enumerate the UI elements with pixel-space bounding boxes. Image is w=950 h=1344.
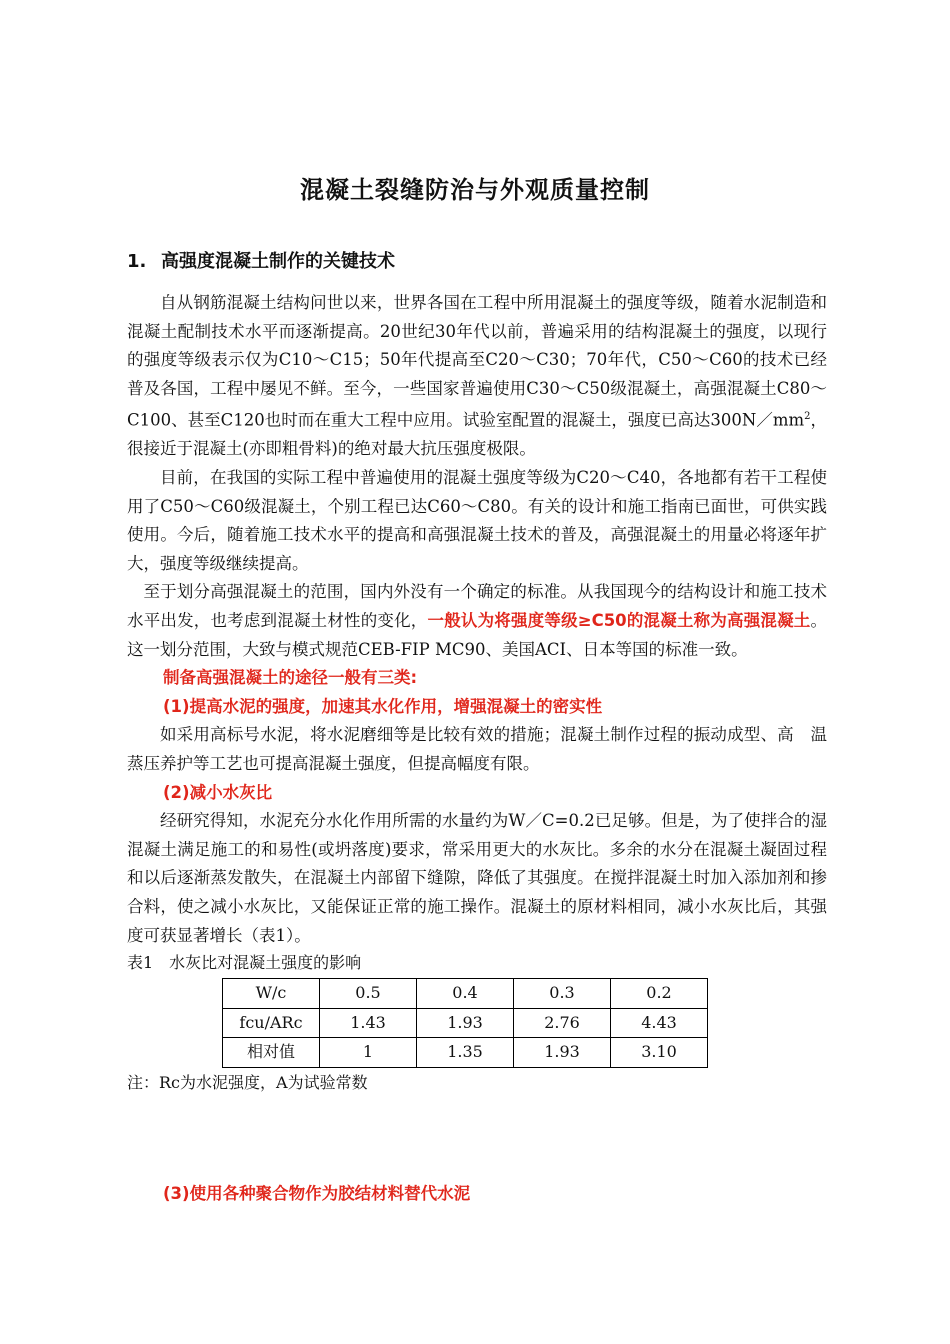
page-title: 混凝土裂缝防治与外观质量控制 bbox=[300, 176, 650, 204]
paragraph-1-text: 自从钢筋混凝土结构问世以来，世界各国在工程中所用混凝土的强度等级，随着水泥制造和混凝土配制技术水平而逐渐提高。20世纪30年代以前，普遍采用的结构混凝土的强度，以现行的强度等级表示仅为C10～C15；50年代提高至C20～C30；70年代，C50～C60的技术已经普及各国，工程中屡见不鲜。至今，一些国家普遍使用C30～C50级混凝土，高强混凝土C80～C100、甚至C120也时而在重大工程中应用。试验室配置的混凝土，强度已高达300N／mm bbox=[127, 293, 827, 430]
way-2-heading: (2)减小水灰比 bbox=[163, 782, 273, 802]
section-heading bbox=[127, 247, 395, 273]
table-cell: 3.10 bbox=[611, 1038, 708, 1068]
table-note: 注：Rc为水泥强度，A为试验常数 bbox=[127, 1072, 368, 1092]
section-number: 1. bbox=[127, 251, 147, 272]
highlighted-definition: 一般认为将强度等级≥C50的混凝土称为高强混凝土 bbox=[427, 611, 811, 631]
paragraph-2: 目前，在我国的实际工程中普遍使用的混凝土强度等级为C20～C40，各地都有若干工程使用了C50～C60级混凝土，个别工程已达C60～C80。有关的设计和施工指南已面世，可供实践使用。今后，随着施工技术水平的提高和高强混凝土技术的普及，高强混凝土的用量必将逐年扩大，强度等级继续提高。 bbox=[127, 468, 827, 573]
table-row bbox=[223, 1008, 708, 1038]
way-2-text: 经研究得知，水泥充分水化作用所需的水量约为W／C=0.2已足够。但是，为了使拌合的湿混凝土满足施工的和易性(或坍落度)要求，常采用更大的水灰比。多余的水分在混凝土凝固过程和以后逐渐蒸发散失，在混凝土内部留下缝隙，降低了其强度。在搅拌混凝土时加入添加剂和掺合料，使之减小水灰比，又能保证正常的施工操作。混凝土的原材料相同，减小水灰比后，其强度可获显著增长（表1）。 bbox=[127, 811, 827, 945]
paragraph-1-tail: ，很接近于混凝土(亦即粗骨料)的绝对最大抗压强度极限。 bbox=[127, 410, 828, 459]
table-cell: 4.43 bbox=[611, 1008, 708, 1038]
paragraph-3-tail: 。这一划分范围，大致与模式规范CEB-FIP MC90、美国ACI、日本等国的标准一致。 bbox=[127, 611, 828, 659]
way-3-heading: (3)使用各种聚合物作为胶结材料替代水泥 bbox=[163, 1184, 471, 1203]
paragraph-3-text: 至于划分高强混凝土的范围，国内外没有一个确定的标准。从我国现今的结构设计和施工技术水平出发，也考虑到混凝土材性的变化， bbox=[127, 582, 827, 631]
paragraph-1 bbox=[127, 289, 827, 464]
table-cell: 0.5 bbox=[320, 979, 417, 1009]
table-row bbox=[223, 979, 708, 1009]
table-cell: 2.76 bbox=[514, 1008, 611, 1038]
table-cell: 相对值 bbox=[223, 1038, 320, 1068]
superscript: 2 bbox=[804, 411, 811, 423]
way-1-heading: (1)提高水泥的强度，加速其水化作用，增强混凝土的密实性 bbox=[163, 696, 603, 716]
table-caption: 表1 水灰比对混凝土强度的影响 bbox=[127, 953, 362, 973]
table-cell: 0.2 bbox=[611, 979, 708, 1009]
table-cell: 1.43 bbox=[320, 1008, 417, 1038]
ways-heading: 制备高强混凝土的途径一般有三类: bbox=[163, 668, 418, 688]
water-cement-table bbox=[222, 978, 708, 1068]
section-title: 高强度混凝土制作的关键技术 bbox=[161, 251, 395, 272]
table-cell: 1 bbox=[320, 1038, 417, 1068]
table-cell: 0.4 bbox=[417, 979, 514, 1009]
way-1-text: 如采用高标号水泥，将水泥磨细等是比较有效的措施；混凝土制作过程的振动成型、高 温蒸压养护等工艺也可提高混凝土强度，但提高幅度有限。 bbox=[127, 725, 827, 773]
table-cell: 1.35 bbox=[417, 1038, 514, 1068]
table-cell: W/c bbox=[223, 979, 320, 1009]
paragraph-3 bbox=[127, 578, 827, 664]
document-body bbox=[127, 289, 827, 1098]
table-cell: 0.3 bbox=[514, 979, 611, 1009]
table-cell: 1.93 bbox=[514, 1038, 611, 1068]
table-cell: 1.93 bbox=[417, 1008, 514, 1038]
table-row bbox=[223, 1038, 708, 1068]
table-cell: fcu/ARc bbox=[223, 1008, 320, 1038]
